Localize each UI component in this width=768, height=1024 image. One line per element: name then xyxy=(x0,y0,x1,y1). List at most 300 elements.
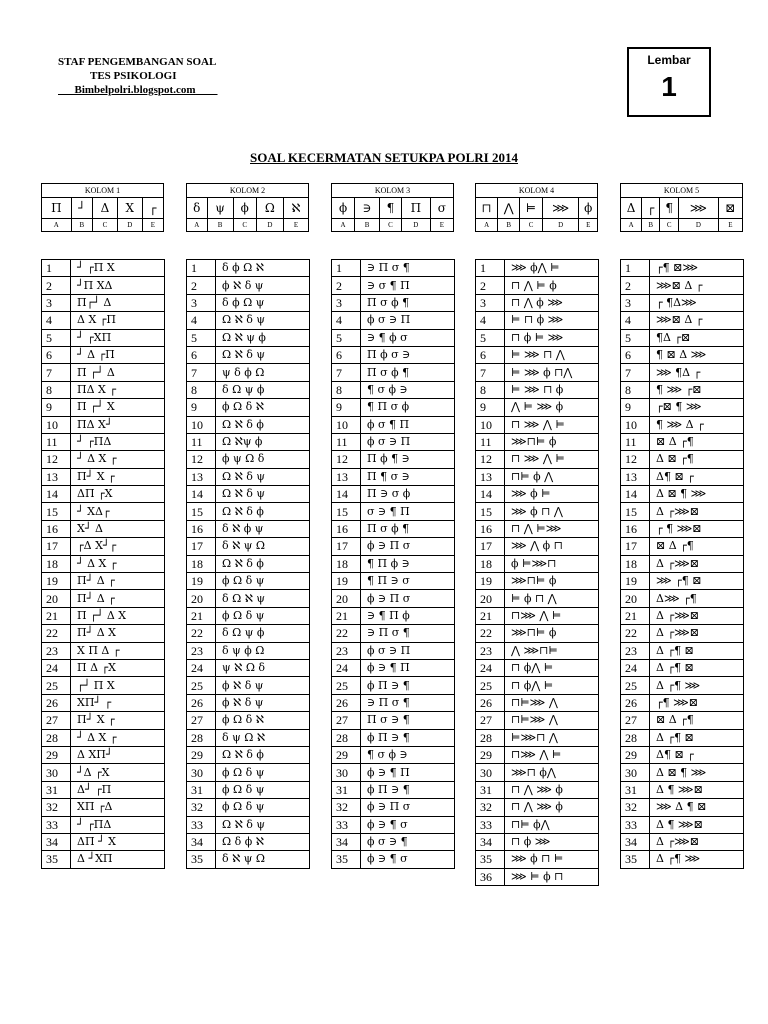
question-symbols: ϕ ∋ Π σ xyxy=(361,538,455,555)
question-number: 16 xyxy=(476,520,505,537)
question-row xyxy=(187,590,310,607)
question-symbols: ϕ σ ∋ Π xyxy=(361,642,455,659)
question-symbols: ⋙⊠ Δ ┌ xyxy=(650,312,744,329)
question-symbols: ⋙ ┌¶ ⊠ xyxy=(650,573,744,590)
key-letter: B xyxy=(642,219,660,232)
question-symbols: Π σ ϕ ¶ xyxy=(361,520,455,537)
question-symbols: ϕ ℵ δ ψ xyxy=(216,677,310,694)
question-row xyxy=(621,555,744,572)
question-row xyxy=(42,364,165,381)
question-number: 24 xyxy=(42,659,71,676)
question-row xyxy=(332,625,455,642)
question-number: 12 xyxy=(42,451,71,468)
question-row xyxy=(42,468,165,485)
question-number: 8 xyxy=(42,381,71,398)
question-symbols: Ω ℵ δ ϕ xyxy=(216,555,310,572)
question-row xyxy=(187,764,310,781)
key-symbol: ⊨ xyxy=(520,198,543,219)
question-number: 33 xyxy=(476,816,505,833)
question-row xyxy=(332,677,455,694)
question-row xyxy=(476,816,599,833)
kolom-1-question-table xyxy=(41,259,165,869)
question-row xyxy=(332,729,455,746)
question-row xyxy=(187,729,310,746)
kolom-5-key-table xyxy=(620,183,743,232)
question-row xyxy=(42,433,165,450)
question-row xyxy=(476,364,599,381)
question-symbols: ⊓ ϕ⋀ ⊨ xyxy=(505,659,599,676)
question-row xyxy=(621,746,744,763)
question-row xyxy=(476,642,599,659)
question-number: 26 xyxy=(42,694,71,711)
question-row xyxy=(476,851,599,868)
question-number: 17 xyxy=(42,538,71,555)
question-symbols: ⋀ ⋙⊓⊨ xyxy=(505,642,599,659)
header-test: TES PSIKOLOGI xyxy=(90,70,177,82)
question-row xyxy=(476,799,599,816)
key-symbol: Π xyxy=(401,198,430,219)
question-row xyxy=(187,260,310,277)
question-number: 2 xyxy=(187,277,216,294)
question-row xyxy=(42,486,165,503)
question-number: 4 xyxy=(476,312,505,329)
question-row xyxy=(476,277,599,294)
question-number: 18 xyxy=(476,555,505,572)
lembar-number: 1 xyxy=(661,71,677,102)
header-block xyxy=(58,55,218,97)
question-row xyxy=(42,416,165,433)
question-symbols: Ω ℵ ψ ϕ xyxy=(216,329,310,346)
question-row xyxy=(476,346,599,363)
question-number: 13 xyxy=(42,468,71,485)
question-number: 31 xyxy=(621,781,650,798)
question-symbols: ⊓⊨ ϕ ⋀ xyxy=(505,468,599,485)
question-symbols: δ ϕ Ω ψ xyxy=(216,294,310,311)
kolom-title: KOLOM 5 xyxy=(621,184,743,198)
kolom-4-question-table xyxy=(475,259,599,886)
question-symbols: Δ ┌¶ ⊠ xyxy=(650,659,744,676)
question-number: 2 xyxy=(476,277,505,294)
question-row xyxy=(476,329,599,346)
question-number: 35 xyxy=(621,851,650,868)
question-symbols: ⊓ ⋙ ⋀ ⊨ xyxy=(505,451,599,468)
question-symbols: ⋙ ¶Δ ┌ xyxy=(650,364,744,381)
question-symbols: ┌⊠ ¶ ⋙ xyxy=(650,399,744,416)
question-number: 1 xyxy=(42,260,71,277)
question-symbols: XΠ┘ ┌ xyxy=(71,694,165,711)
key-symbol: Δ xyxy=(92,198,117,219)
question-number: 27 xyxy=(42,712,71,729)
key-symbol: σ xyxy=(430,198,453,219)
question-number: 23 xyxy=(621,642,650,659)
question-symbols: ⊓⊨⋙ ⋀ xyxy=(505,694,599,711)
question-symbols: ψ ℵ Ω δ xyxy=(216,659,310,676)
question-row xyxy=(476,712,599,729)
question-row xyxy=(476,677,599,694)
question-number: 9 xyxy=(42,399,71,416)
question-symbols: Π ϕ σ ∋ xyxy=(361,346,455,363)
question-symbols: ϕ ∋ ¶ Π xyxy=(361,764,455,781)
question-row xyxy=(332,381,455,398)
question-number: 32 xyxy=(621,799,650,816)
kolom-3-question-table xyxy=(331,259,455,869)
question-row xyxy=(476,694,599,711)
question-row xyxy=(621,520,744,537)
question-row xyxy=(187,659,310,676)
question-number: 19 xyxy=(476,573,505,590)
question-symbols: Π ∋ σ ϕ xyxy=(361,486,455,503)
question-row xyxy=(187,329,310,346)
question-row xyxy=(332,590,455,607)
question-symbols: Δ ¶ ⋙⊠ xyxy=(650,816,744,833)
question-number: 33 xyxy=(621,816,650,833)
question-row xyxy=(476,729,599,746)
question-row xyxy=(476,659,599,676)
question-symbols: ⊨⋙⊓ ⋀ xyxy=(505,729,599,746)
question-number: 8 xyxy=(476,381,505,398)
question-number: 11 xyxy=(621,433,650,450)
question-row xyxy=(187,312,310,329)
question-symbols: Δ X ┌Π xyxy=(71,312,165,329)
question-number: 4 xyxy=(621,312,650,329)
question-number: 24 xyxy=(476,659,505,676)
question-row xyxy=(476,538,599,555)
question-number: 19 xyxy=(332,573,361,590)
key-letter: E xyxy=(718,219,742,232)
question-number: 15 xyxy=(42,503,71,520)
question-number: 34 xyxy=(476,833,505,850)
question-row xyxy=(332,816,455,833)
question-row xyxy=(42,590,165,607)
question-row xyxy=(621,659,744,676)
question-symbols: ϕ Ω δ ℵ xyxy=(216,712,310,729)
question-number: 29 xyxy=(42,746,71,763)
question-number: 6 xyxy=(42,346,71,363)
question-row xyxy=(332,503,455,520)
question-row xyxy=(42,503,165,520)
question-number: 10 xyxy=(332,416,361,433)
question-symbols: ⊠ Δ ┌¶ xyxy=(650,433,744,450)
question-symbols: ┌ ¶Δ⋙ xyxy=(650,294,744,311)
question-row xyxy=(42,329,165,346)
question-symbols: ∋ Π σ ¶ xyxy=(361,694,455,711)
question-number: 23 xyxy=(42,642,71,659)
question-number: 24 xyxy=(621,659,650,676)
question-row xyxy=(476,416,599,433)
question-symbols: ⊨ ϕ ⊓ ⋀ xyxy=(505,590,599,607)
question-number: 23 xyxy=(476,642,505,659)
question-symbols: Ω δ ϕ ℵ xyxy=(216,833,310,850)
question-number: 20 xyxy=(42,590,71,607)
question-symbols: Ω ℵ δ ϕ xyxy=(216,503,310,520)
question-symbols: ⋙⊠ Δ ┌ xyxy=(650,277,744,294)
question-number: 7 xyxy=(187,364,216,381)
question-symbols: ϕ ⊨⋙⊓ xyxy=(505,555,599,572)
question-number: 25 xyxy=(332,677,361,694)
question-symbols: Δ ┌¶ ⊠ xyxy=(650,642,744,659)
question-symbols: Π ¶ σ ∋ xyxy=(361,468,455,485)
question-row xyxy=(621,503,744,520)
question-row xyxy=(476,764,599,781)
question-number: 2 xyxy=(332,277,361,294)
question-row xyxy=(332,659,455,676)
key-letter: B xyxy=(207,219,233,232)
question-row xyxy=(621,433,744,450)
question-row xyxy=(476,381,599,398)
header-website: Bimbelpolri.blogspot.com xyxy=(74,84,196,96)
question-row xyxy=(332,433,455,450)
question-symbols: ┌Δ X┘┌ xyxy=(71,538,165,555)
question-row xyxy=(332,346,455,363)
question-row xyxy=(332,312,455,329)
question-row xyxy=(621,694,744,711)
question-number: 24 xyxy=(187,659,216,676)
question-row xyxy=(621,816,744,833)
question-symbols: ∋ σ ¶ Π xyxy=(361,277,455,294)
question-number: 32 xyxy=(332,799,361,816)
question-symbols: ┘ ┌XΠ xyxy=(71,329,165,346)
question-symbols: Δ ┌¶ ⊠ xyxy=(650,729,744,746)
question-symbols: Δ ┌⋙⊠ xyxy=(650,503,744,520)
kolom-title: KOLOM 2 xyxy=(187,184,309,198)
question-symbols: ┘ Δ X ┌ xyxy=(71,729,165,746)
key-letter: B xyxy=(355,219,380,232)
question-symbols: ΔΠ ┘ X xyxy=(71,833,165,850)
question-number: 6 xyxy=(332,346,361,363)
question-symbols: ┌┘ Π X xyxy=(71,677,165,694)
question-symbols: ϕ Π ∋ ¶ xyxy=(361,781,455,798)
question-symbols: ⋙ ϕ ⊓ ⋀ xyxy=(505,503,599,520)
question-symbols: ¶ ⊠ Δ ⋙ xyxy=(650,346,744,363)
question-symbols: Π σ ϕ ¶ xyxy=(361,294,455,311)
question-number: 16 xyxy=(332,520,361,537)
question-row xyxy=(476,399,599,416)
question-row xyxy=(187,381,310,398)
question-number: 6 xyxy=(476,346,505,363)
question-row xyxy=(42,659,165,676)
key-letter: E xyxy=(579,219,598,232)
question-symbols: Ω ℵ δ ψ xyxy=(216,486,310,503)
page-title: SOAL KECERMATAN SETUKPA POLRI 2014 xyxy=(250,150,518,165)
question-symbols: ϕ Ω δ ψ xyxy=(216,607,310,624)
key-letter: A xyxy=(621,219,642,232)
question-row xyxy=(476,833,599,850)
question-row xyxy=(187,799,310,816)
question-number: 15 xyxy=(332,503,361,520)
question-symbols: ⊓ ⋀ ϕ ⋙ xyxy=(505,294,599,311)
question-row xyxy=(187,294,310,311)
question-symbols: Ω ℵψ ϕ xyxy=(216,433,310,450)
question-symbols: ¶ σ ϕ ∋ xyxy=(361,381,455,398)
question-number: 9 xyxy=(332,399,361,416)
key-letter: C xyxy=(520,219,543,232)
question-row xyxy=(187,625,310,642)
question-row xyxy=(42,694,165,711)
question-row xyxy=(187,433,310,450)
question-row xyxy=(621,399,744,416)
question-row xyxy=(42,781,165,798)
key-letter: A xyxy=(332,219,355,232)
kolom-1-key-table xyxy=(41,183,164,232)
question-number: 20 xyxy=(621,590,650,607)
key-letter: D xyxy=(256,219,283,232)
question-number: 4 xyxy=(42,312,71,329)
question-symbols: δ ℵ ψ Ω xyxy=(216,538,310,555)
question-row xyxy=(42,294,165,311)
question-number: 17 xyxy=(621,538,650,555)
question-symbols: ¶ ⋙ Δ ┌ xyxy=(650,416,744,433)
question-symbols: ϕ σ ¶ Π xyxy=(361,416,455,433)
question-symbols: ⋙⊓ ϕ⋀ xyxy=(505,764,599,781)
question-number: 29 xyxy=(476,746,505,763)
question-number: 30 xyxy=(187,764,216,781)
question-row xyxy=(187,503,310,520)
question-symbols: Δ┘ ┌Π xyxy=(71,781,165,798)
question-symbols: ⋙ Δ ¶ ⊠ xyxy=(650,799,744,816)
question-row xyxy=(42,555,165,572)
question-number: 16 xyxy=(187,520,216,537)
question-number: 34 xyxy=(42,833,71,850)
question-symbols: ┌¶ ⊠⋙ xyxy=(650,260,744,277)
question-row xyxy=(42,538,165,555)
key-letter: C xyxy=(92,219,117,232)
question-row xyxy=(621,607,744,624)
question-number: 8 xyxy=(187,381,216,398)
question-number: 26 xyxy=(476,694,505,711)
question-number: 1 xyxy=(332,260,361,277)
question-symbols: δ ψ ϕ Ω xyxy=(216,642,310,659)
question-row xyxy=(621,851,744,868)
question-row xyxy=(621,677,744,694)
question-number: 9 xyxy=(187,399,216,416)
key-symbol: Δ xyxy=(621,198,642,219)
key-symbol: ⋙ xyxy=(679,198,719,219)
question-row xyxy=(476,555,599,572)
question-number: 30 xyxy=(332,764,361,781)
question-symbols: ϕ ∋ Π σ xyxy=(361,799,455,816)
question-symbols: Δ ┌⋙⊠ xyxy=(650,625,744,642)
question-symbols: Δ ┌⋙⊠ xyxy=(650,555,744,572)
question-row xyxy=(476,468,599,485)
question-symbols: Δ ⊠ ¶ ⋙ xyxy=(650,764,744,781)
question-number: 14 xyxy=(332,486,361,503)
lembar-box xyxy=(627,47,711,117)
question-symbols: Π σ ϕ ¶ xyxy=(361,364,455,381)
question-number: 14 xyxy=(621,486,650,503)
question-symbols: ∋ Π σ ¶ xyxy=(361,625,455,642)
question-number: 6 xyxy=(187,346,216,363)
question-number: 18 xyxy=(187,555,216,572)
question-row xyxy=(42,312,165,329)
question-number: 30 xyxy=(42,764,71,781)
question-symbols: ϕ ℵ δ ψ xyxy=(216,277,310,294)
question-symbols: Π ┌┘ X xyxy=(71,399,165,416)
question-symbols: δ ℵ ϕ ψ xyxy=(216,520,310,537)
question-number: 35 xyxy=(187,851,216,868)
question-row xyxy=(476,590,599,607)
question-row xyxy=(42,746,165,763)
question-row xyxy=(42,573,165,590)
question-number: 33 xyxy=(187,816,216,833)
question-number: 20 xyxy=(187,590,216,607)
question-number: 6 xyxy=(621,346,650,363)
question-symbols: ┘ ┌ΠΔ xyxy=(71,816,165,833)
question-number: 11 xyxy=(476,433,505,450)
question-symbols: ϕ Ω δ ψ xyxy=(216,781,310,798)
question-row xyxy=(476,312,599,329)
key-symbol: ⋙ xyxy=(542,198,578,219)
question-number: 3 xyxy=(476,294,505,311)
question-symbols: Ω ℵ δ ψ xyxy=(216,312,310,329)
question-row xyxy=(476,260,599,277)
question-symbols: Π┌┘ Δ xyxy=(71,294,165,311)
question-row xyxy=(187,816,310,833)
question-number: 27 xyxy=(332,712,361,729)
question-symbols: Π σ ∋ ¶ xyxy=(361,712,455,729)
question-symbols: Π┘ X ┌ xyxy=(71,468,165,485)
question-number: 27 xyxy=(621,712,650,729)
question-symbols: ϕ ∋ ¶ Π xyxy=(361,659,455,676)
question-number: 3 xyxy=(42,294,71,311)
question-symbols: ϕ ∋ Π σ xyxy=(361,590,455,607)
question-row xyxy=(187,364,310,381)
question-symbols: ⋀ ⊨ ⋙ ϕ xyxy=(505,399,599,416)
question-number: 18 xyxy=(332,555,361,572)
question-row xyxy=(187,486,310,503)
question-number: 9 xyxy=(621,399,650,416)
question-number: 11 xyxy=(332,433,361,450)
question-row xyxy=(332,851,455,868)
question-row xyxy=(187,555,310,572)
question-row xyxy=(332,520,455,537)
question-row xyxy=(187,520,310,537)
key-symbol: ┌ xyxy=(142,198,163,219)
question-number: 25 xyxy=(621,677,650,694)
key-symbol: ϕ xyxy=(332,198,355,219)
question-row xyxy=(621,764,744,781)
question-row xyxy=(187,451,310,468)
question-symbols: δ Ω ℵ ψ xyxy=(216,590,310,607)
question-row xyxy=(187,346,310,363)
key-letter: C xyxy=(233,219,256,232)
question-symbols: ¶ Π ϕ ∋ xyxy=(361,555,455,572)
question-number: 15 xyxy=(621,503,650,520)
question-symbols: ϕ σ ∋ Π xyxy=(361,312,455,329)
question-symbols: ┘ Δ X ┌ xyxy=(71,451,165,468)
question-row xyxy=(621,781,744,798)
question-number: 16 xyxy=(621,520,650,537)
question-symbols: ⊓ ⋀ ⋙ ϕ xyxy=(505,781,599,798)
question-number: 4 xyxy=(187,312,216,329)
question-symbols: ¶ ⋙ ┌⊠ xyxy=(650,381,744,398)
question-row xyxy=(476,868,599,885)
question-number: 28 xyxy=(42,729,71,746)
question-symbols: Δ ┌⋙⊠ xyxy=(650,833,744,850)
question-symbols: ⋙ ⊨ ϕ ⊓ xyxy=(505,868,599,885)
question-row xyxy=(42,399,165,416)
question-symbols: ϕ ∋ ¶ σ xyxy=(361,851,455,868)
question-number: 28 xyxy=(187,729,216,746)
question-symbols: ϕ Ω δ ψ xyxy=(216,764,310,781)
question-symbols: Δ ⊠ ┌¶ xyxy=(650,451,744,468)
key-symbol: ┘ xyxy=(71,198,92,219)
question-row xyxy=(621,590,744,607)
question-symbols: Π┘ Δ ┌ xyxy=(71,573,165,590)
question-number: 34 xyxy=(187,833,216,850)
question-symbols: ⋙ ϕ ⊓ ⊨ xyxy=(505,851,599,868)
question-symbols: σ ∋ ¶ Π xyxy=(361,503,455,520)
question-row xyxy=(187,851,310,868)
